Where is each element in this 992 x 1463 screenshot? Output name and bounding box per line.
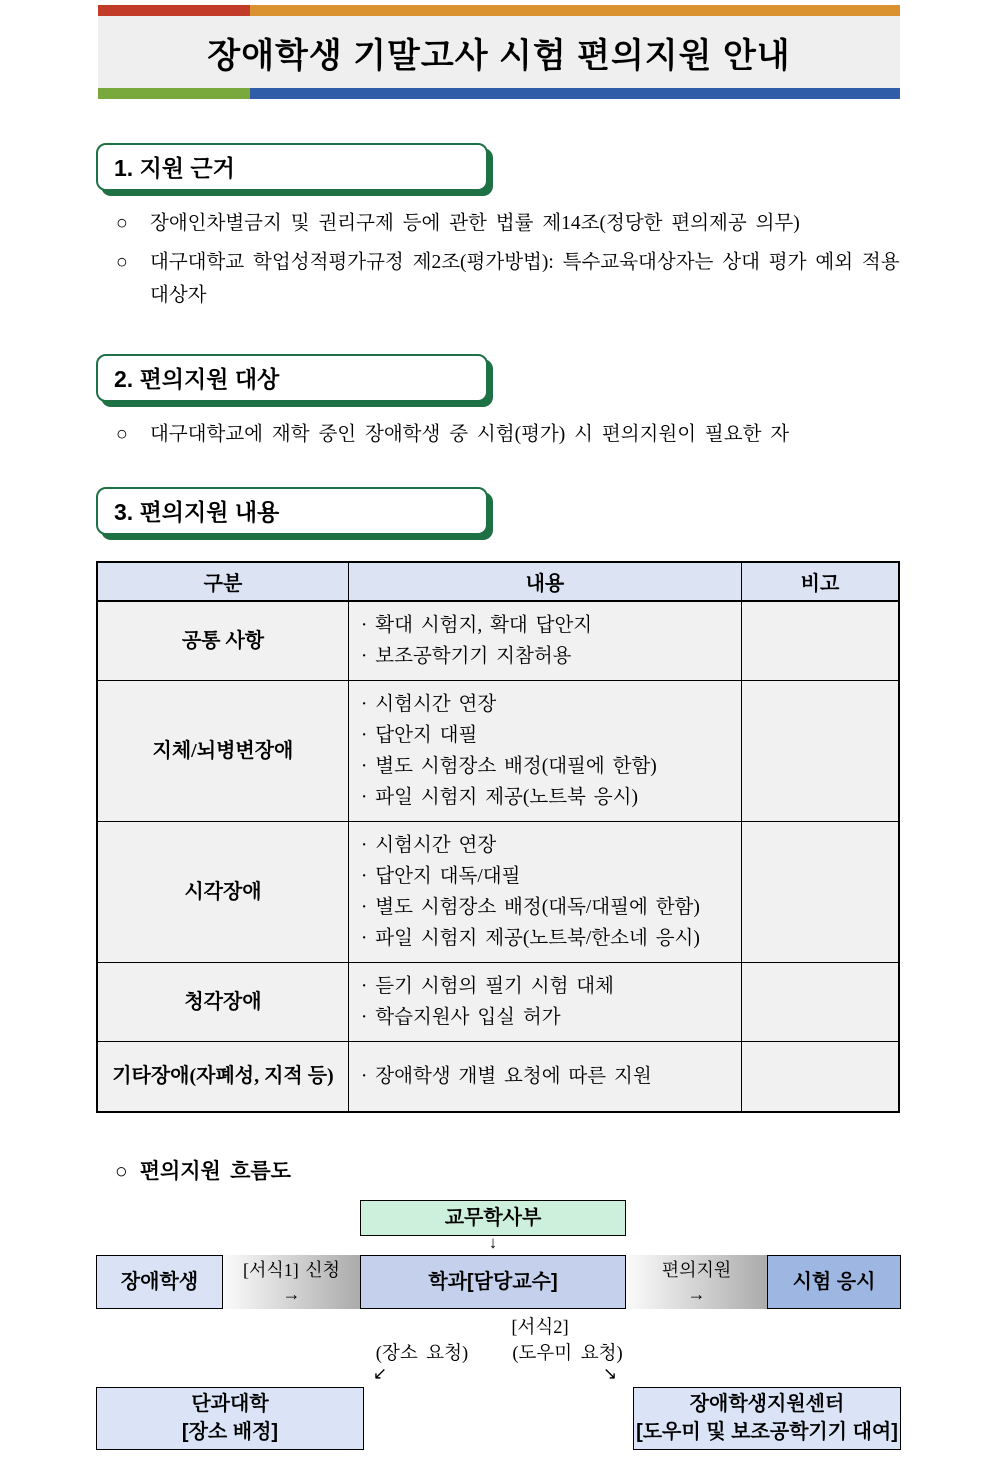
- right-arrow-icon: →: [687, 1283, 706, 1304]
- category-cell: 지체/뇌병변장애: [97, 681, 348, 822]
- content-line: · 답안지 대독/대필: [360, 866, 521, 887]
- column-header-content: 내용: [348, 562, 741, 601]
- category-cell: 청각장애: [97, 963, 348, 1042]
- right-arrow-icon: →: [282, 1283, 301, 1304]
- content-line: · 학습지원사 입실 허가: [360, 1007, 561, 1028]
- connector-label: 편의지원: [661, 1259, 732, 1280]
- flow-box-take-exam: 시험 응시: [767, 1255, 901, 1309]
- content-line: · 확대 시험지, 확대 답안지: [360, 615, 593, 636]
- circle-bullet-icon: ○: [115, 1158, 128, 1183]
- table-row: [97, 822, 899, 963]
- circle-bullet-icon: ○: [116, 424, 128, 445]
- section-heading-support-target: 2. 편의지원 대상: [96, 354, 488, 402]
- content-line: · 답안지 대필: [360, 725, 478, 746]
- section-1-bullets: [96, 207, 902, 312]
- content-line: · 별도 시험장소 배정(대필에 한함): [360, 756, 657, 777]
- note-cell: [741, 1042, 899, 1112]
- content-cell: [348, 1042, 741, 1112]
- flow-box-disabled-student: 장애학생: [96, 1255, 223, 1309]
- flow-connector-application: [223, 1255, 360, 1309]
- bullet-item: [96, 418, 902, 451]
- content-line: · 장애학생 개별 요청에 따른 지원: [360, 1065, 652, 1087]
- header-top-bar: [98, 5, 900, 16]
- support-center-box-title: 장애학생지원센터: [689, 1393, 845, 1415]
- section-heading-support-basis: 1. 지원 근거: [96, 143, 488, 191]
- down-arrow-icon: ↓: [488, 1232, 498, 1252]
- college-box-title: 단과대학: [191, 1393, 269, 1415]
- form2-label: [서식2]: [511, 1317, 569, 1338]
- header-bottom-bar: [98, 88, 900, 99]
- header-bottom-bar-blue-segment: [250, 88, 900, 99]
- section-2-bullets: [96, 418, 902, 451]
- header-bottom-bar-green-segment: [98, 88, 250, 99]
- flow-box-college: [96, 1387, 364, 1450]
- support-flow-diagram: [0, 1195, 992, 1463]
- header-top-bar-orange-segment: [250, 5, 900, 16]
- content-line: · 시험시간 연장: [360, 694, 497, 715]
- content-line: · 파일 시험지 제공(노트북/한소네 응시): [360, 928, 700, 949]
- flow-box-support-center: [633, 1387, 901, 1450]
- content-line: · 듣기 시험의 필기 시험 대체: [360, 976, 614, 997]
- content-cell: [348, 822, 741, 963]
- document-header: [98, 5, 900, 99]
- bullet-item: [96, 207, 902, 240]
- content-cell: [348, 963, 741, 1042]
- place-request-label: (장소 요청): [375, 1343, 469, 1364]
- bullet-item: [96, 246, 902, 312]
- category-cell: 공통 사항: [97, 601, 348, 681]
- note-cell: [741, 681, 899, 822]
- flow-box-academic-affairs: 교무학사부: [360, 1200, 626, 1236]
- down-left-arrow-icon: ↙: [372, 1363, 388, 1383]
- support-content-table: [96, 561, 900, 1113]
- table-row: [97, 601, 899, 681]
- down-right-arrow-icon: ↘: [602, 1363, 618, 1383]
- college-box-subtitle: [장소 배정]: [181, 1421, 279, 1443]
- content-cell: [348, 601, 741, 681]
- note-cell: [741, 601, 899, 681]
- table-row: [97, 963, 899, 1042]
- document-title: 장애학생 기말고사 시험 편의지원 안내: [207, 36, 791, 75]
- flow-connector-support: [626, 1255, 767, 1309]
- section-heading-support-content: 3. 편의지원 내용: [96, 487, 488, 535]
- connector-label: [서식1] 신청: [242, 1259, 341, 1280]
- flow-box-department-professor: 학과[담당교수]: [360, 1255, 626, 1309]
- title-box: [98, 16, 900, 88]
- helper-request-label: (도우미 요청): [512, 1343, 623, 1364]
- note-cell: [741, 963, 899, 1042]
- table-header-row: [97, 562, 899, 601]
- column-header-category: 구분: [97, 562, 348, 601]
- content-cell: [348, 681, 741, 822]
- content-line: · 파일 시험지 제공(노트북 응시): [360, 787, 638, 808]
- column-header-note: 비고: [741, 562, 899, 601]
- content-line: · 별도 시험장소 배정(대독/대필에 한함): [360, 897, 700, 918]
- header-top-bar-red-segment: [98, 5, 250, 16]
- circle-bullet-icon: ○: [116, 252, 128, 273]
- note-cell: [741, 822, 899, 963]
- document-page: [0, 5, 992, 1443]
- table-row: [97, 681, 899, 822]
- circle-bullet-icon: ○: [116, 213, 128, 234]
- bullet-text: 장애인차별금지 및 권리구제 등에 관한 법률 제14조(정당한 편의제공 의무): [150, 213, 800, 234]
- content-line: · 보조공학기기 지참허용: [360, 646, 572, 667]
- category-cell: 시각장애: [97, 822, 348, 963]
- content-line: · 시험시간 연장: [360, 835, 497, 856]
- category-cell: 기타장애(자폐성, 지적 등): [97, 1042, 348, 1112]
- support-center-box-subtitle: [도우미 및 보조공학기기 대여]: [636, 1421, 898, 1443]
- bullet-text: 대구대학교 학업성적평가규정 제2조(평가방법): 특수교육대상자는 상대 평가 예외 적용 대상자: [150, 252, 900, 306]
- flow-diagram-label: [115, 1155, 992, 1185]
- table-row: [97, 1042, 899, 1112]
- bullet-text: 대구대학교에 재학 중인 장애학생 중 시험(평가) 시 편의지원이 필요한 자: [150, 424, 790, 445]
- flow-diagram-label-text: 편의지원 흐름도: [139, 1158, 291, 1183]
